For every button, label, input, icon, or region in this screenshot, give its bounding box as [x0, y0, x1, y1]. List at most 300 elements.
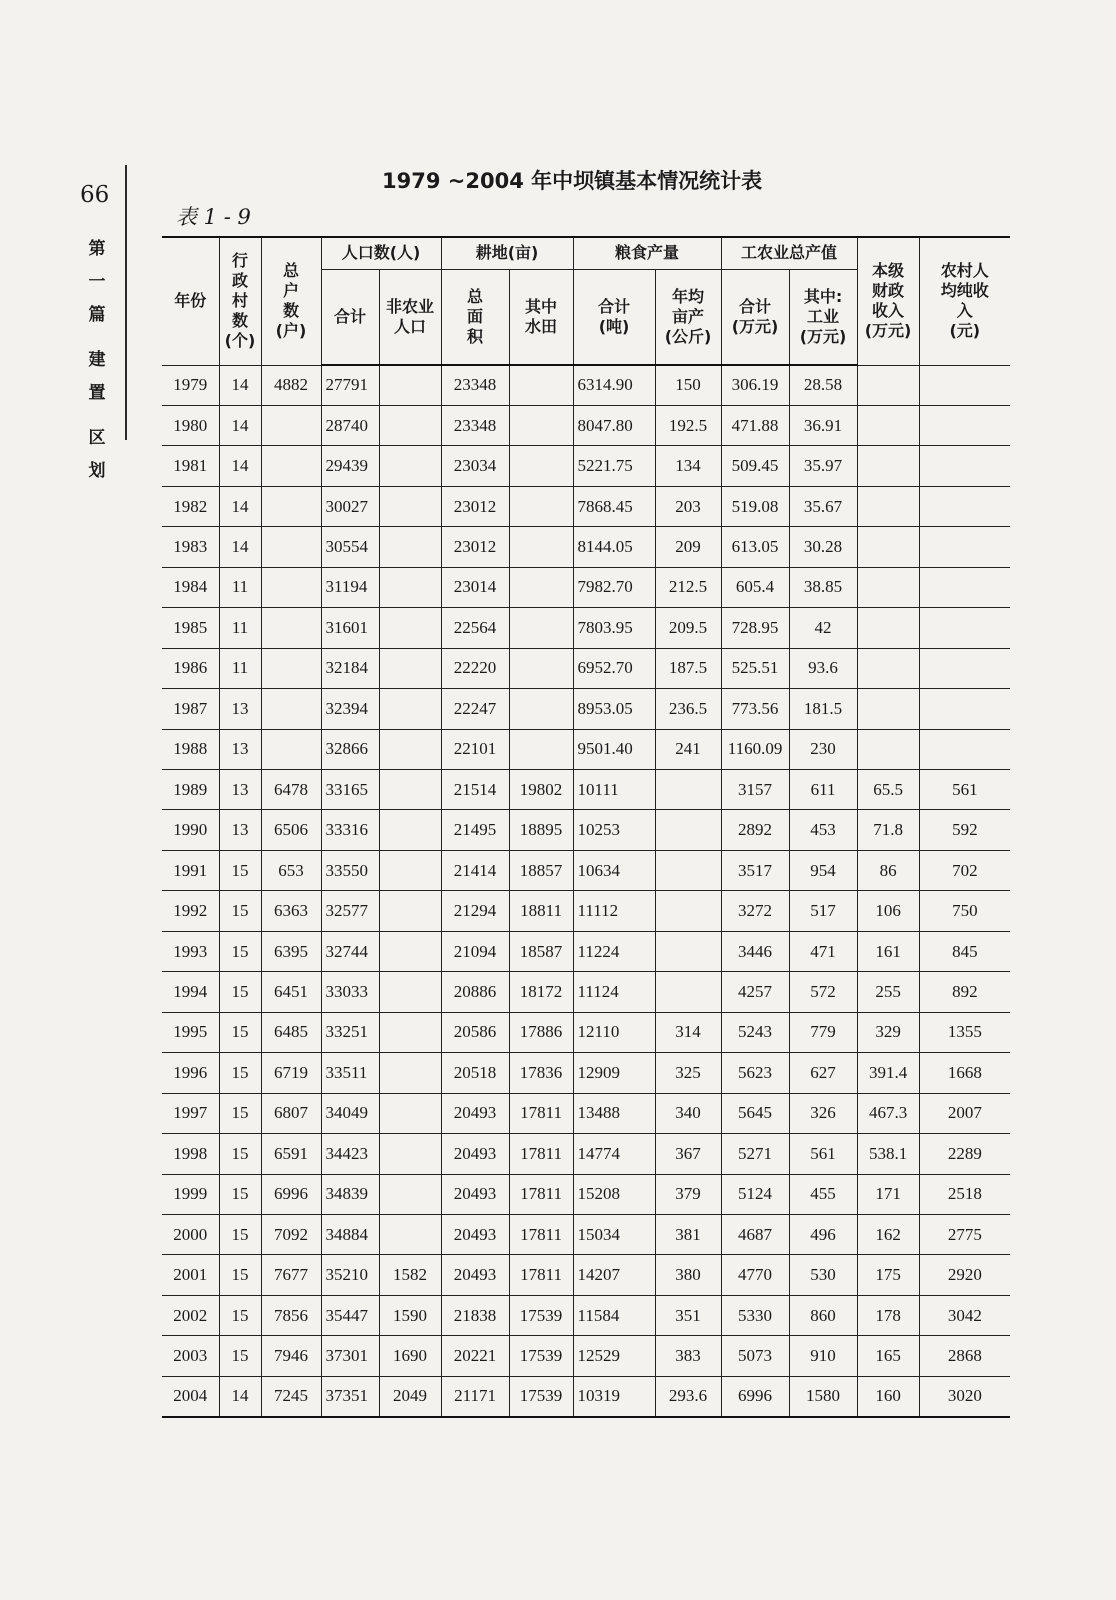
table-cell: 2775 — [919, 1215, 1010, 1255]
table-cell — [379, 810, 441, 850]
table-cell: 21171 — [441, 1376, 509, 1417]
table-cell: 314 — [655, 1012, 721, 1052]
table-cell: 14 — [219, 1376, 261, 1417]
table-cell: 42 — [789, 608, 857, 648]
table-cell: 21838 — [441, 1295, 509, 1335]
table-cell: 14 — [219, 365, 261, 405]
table-cell: 1668 — [919, 1053, 1010, 1093]
table-cell: 11112 — [573, 891, 655, 931]
table-cell: 6807 — [261, 1093, 321, 1133]
header-grain-total: 合计 (吨) — [573, 269, 655, 365]
table-cell: 255 — [857, 972, 919, 1012]
table-cell: 6451 — [261, 972, 321, 1012]
table-cell: 20518 — [441, 1053, 509, 1093]
table-cell — [509, 648, 573, 688]
table-cell: 3020 — [919, 1376, 1010, 1417]
table-cell: 2000 — [162, 1215, 219, 1255]
table-cell: 175 — [857, 1255, 919, 1295]
table-cell — [919, 405, 1010, 445]
table-row — [162, 1012, 1010, 1052]
table-cell — [919, 648, 1010, 688]
table-cell: 21414 — [441, 850, 509, 890]
table-cell: 9501.40 — [573, 729, 655, 769]
table-cell: 379 — [655, 1174, 721, 1214]
table-cell: 6395 — [261, 931, 321, 971]
table-cell: 36.91 — [789, 405, 857, 445]
table-cell: 7856 — [261, 1295, 321, 1335]
table-cell — [509, 405, 573, 445]
table-cell: 12909 — [573, 1053, 655, 1093]
table-cell: 230 — [789, 729, 857, 769]
header-year: 年份 — [162, 237, 219, 365]
table-cell: 3446 — [721, 931, 789, 971]
table-cell: 5330 — [721, 1295, 789, 1335]
table-cell: 32744 — [321, 931, 379, 971]
table-cell: 209.5 — [655, 608, 721, 648]
table-cell: 33511 — [321, 1053, 379, 1093]
table-cell: 93.6 — [789, 648, 857, 688]
table-cell — [379, 648, 441, 688]
table-cell: 4770 — [721, 1255, 789, 1295]
table-row — [162, 648, 1010, 688]
table-cell — [379, 1012, 441, 1052]
table-cell: 592 — [919, 810, 1010, 850]
table-cell: 236.5 — [655, 689, 721, 729]
table-cell — [857, 729, 919, 769]
table-cell — [261, 486, 321, 526]
header-output-group: 工农业总产值 — [721, 237, 857, 269]
table-cell: 11584 — [573, 1295, 655, 1335]
table-cell: 13 — [219, 810, 261, 850]
table-cell: 4257 — [721, 972, 789, 1012]
table-cell: 1988 — [162, 729, 219, 769]
table-cell: 33550 — [321, 850, 379, 890]
table-cell — [509, 729, 573, 769]
table-cell: 1355 — [919, 1012, 1010, 1052]
table-cell: 306.19 — [721, 365, 789, 405]
table-cell: 1995 — [162, 1012, 219, 1052]
table-cell: 605.4 — [721, 567, 789, 607]
table-cell: 3272 — [721, 891, 789, 931]
table-cell: 329 — [857, 1012, 919, 1052]
table-cell: 31194 — [321, 567, 379, 607]
table-cell: 326 — [789, 1093, 857, 1133]
table-cell: 5645 — [721, 1093, 789, 1133]
table-cell: 10634 — [573, 850, 655, 890]
table-cell — [919, 365, 1010, 405]
table-cell: 17836 — [509, 1053, 573, 1093]
table-cell: 1987 — [162, 689, 219, 729]
table-cell: 561 — [919, 770, 1010, 810]
table-cell: 6996 — [721, 1376, 789, 1417]
table-cell: 18811 — [509, 891, 573, 931]
table-cell: 17811 — [509, 1255, 573, 1295]
table-cell — [379, 729, 441, 769]
table-cell: 5124 — [721, 1174, 789, 1214]
table-cell: 21495 — [441, 810, 509, 850]
table-cell: 1985 — [162, 608, 219, 648]
side-title-char: 置 — [88, 383, 106, 403]
table-cell: 20493 — [441, 1134, 509, 1174]
table-cell — [919, 527, 1010, 567]
table-cell: 702 — [919, 850, 1010, 890]
table-cell: 517 — [789, 891, 857, 931]
table-cell: 34049 — [321, 1093, 379, 1133]
table-cell: 1690 — [379, 1336, 441, 1376]
table-cell: 29439 — [321, 446, 379, 486]
table-cell: 14 — [219, 405, 261, 445]
table-cell: 23034 — [441, 446, 509, 486]
table-cell: 23012 — [441, 527, 509, 567]
table-cell — [509, 527, 573, 567]
table-cell: 19802 — [509, 770, 573, 810]
table-cell: 86 — [857, 850, 919, 890]
table-cell: 13 — [219, 729, 261, 769]
table-cell: 910 — [789, 1336, 857, 1376]
table-cell: 20221 — [441, 1336, 509, 1376]
table-cell: 20586 — [441, 1012, 509, 1052]
table-row — [162, 729, 1010, 769]
table-cell — [509, 689, 573, 729]
table-cell — [857, 405, 919, 445]
table-row — [162, 405, 1010, 445]
table-cell — [379, 1093, 441, 1133]
table-cell: 65.5 — [857, 770, 919, 810]
table-cell: 178 — [857, 1295, 919, 1335]
table-cell: 1981 — [162, 446, 219, 486]
table-cell — [379, 405, 441, 445]
table-cell: 845 — [919, 931, 1010, 971]
table-cell — [379, 770, 441, 810]
table-cell: 5243 — [721, 1012, 789, 1052]
table-cell: 7092 — [261, 1215, 321, 1255]
table-cell: 538.1 — [857, 1134, 919, 1174]
table-label: 表 1 - 9 — [176, 205, 251, 229]
table-cell: 860 — [789, 1295, 857, 1335]
table-cell: 20493 — [441, 1174, 509, 1214]
table-cell: 1582 — [379, 1255, 441, 1295]
table-cell: 613.05 — [721, 527, 789, 567]
table-cell: 728.95 — [721, 608, 789, 648]
margin-rule — [125, 165, 127, 440]
table-cell: 2007 — [919, 1093, 1010, 1133]
table-row — [162, 365, 1010, 405]
table-cell: 15 — [219, 850, 261, 890]
table-cell: 15 — [219, 1053, 261, 1093]
table-cell — [379, 931, 441, 971]
table-cell: 1160.09 — [721, 729, 789, 769]
table-cell: 2920 — [919, 1255, 1010, 1295]
table-cell: 1999 — [162, 1174, 219, 1214]
table-cell: 892 — [919, 972, 1010, 1012]
table-cell: 1998 — [162, 1134, 219, 1174]
table-cell: 30027 — [321, 486, 379, 526]
table-cell: 22220 — [441, 648, 509, 688]
table-cell: 6591 — [261, 1134, 321, 1174]
table-cell: 106 — [857, 891, 919, 931]
table-cell: 509.45 — [721, 446, 789, 486]
table-header — [162, 237, 1010, 365]
table-cell: 6719 — [261, 1053, 321, 1093]
table-cell — [857, 527, 919, 567]
table-cell: 2002 — [162, 1295, 219, 1335]
table-cell: 34839 — [321, 1174, 379, 1214]
table-cell: 35.67 — [789, 486, 857, 526]
table-cell: 496 — [789, 1215, 857, 1255]
table-cell: 1980 — [162, 405, 219, 445]
table-row — [162, 1215, 1010, 1255]
table-cell: 17811 — [509, 1093, 573, 1133]
table-cell: 162 — [857, 1215, 919, 1255]
table-cell — [919, 689, 1010, 729]
table-row — [162, 1053, 1010, 1093]
table-cell: 34884 — [321, 1215, 379, 1255]
table-cell: 6506 — [261, 810, 321, 850]
table-cell: 7982.70 — [573, 567, 655, 607]
table-cell: 23014 — [441, 567, 509, 607]
table-cell: 1580 — [789, 1376, 857, 1417]
table-cell: 18587 — [509, 931, 573, 971]
table-cell — [857, 365, 919, 405]
table-cell: 33033 — [321, 972, 379, 1012]
table-cell: 8047.80 — [573, 405, 655, 445]
header-land-total: 总 面 积 — [441, 269, 509, 365]
table-cell: 471 — [789, 931, 857, 971]
table-cell: 17539 — [509, 1295, 573, 1335]
table-cell: 2004 — [162, 1376, 219, 1417]
table-cell: 293.6 — [655, 1376, 721, 1417]
header-output-industry: 其中: 工业 (万元) — [789, 269, 857, 365]
table-cell: 32184 — [321, 648, 379, 688]
table-cell — [919, 729, 1010, 769]
table-cell: 32394 — [321, 689, 379, 729]
table-cell: 7803.95 — [573, 608, 655, 648]
table-cell: 380 — [655, 1255, 721, 1295]
table-cell: 3517 — [721, 850, 789, 890]
table-cell: 1996 — [162, 1053, 219, 1093]
table-cell: 367 — [655, 1134, 721, 1174]
table-cell: 2289 — [919, 1134, 1010, 1174]
table-cell — [857, 486, 919, 526]
table-cell — [919, 567, 1010, 607]
table-cell: 21294 — [441, 891, 509, 931]
table-cell — [379, 850, 441, 890]
header-grain-group: 粮食产量 — [573, 237, 721, 269]
table-cell: 28740 — [321, 405, 379, 445]
table-cell — [655, 891, 721, 931]
table-row — [162, 1134, 1010, 1174]
table-cell: 160 — [857, 1376, 919, 1417]
table-cell: 203 — [655, 486, 721, 526]
table-row — [162, 1376, 1010, 1417]
table-cell: 1990 — [162, 810, 219, 850]
table-row — [162, 527, 1010, 567]
table-cell: 6952.70 — [573, 648, 655, 688]
table-cell — [379, 689, 441, 729]
table-cell: 15 — [219, 931, 261, 971]
table-cell: 2001 — [162, 1255, 219, 1295]
table-cell: 15 — [219, 1093, 261, 1133]
table-cell — [509, 365, 573, 405]
table-cell: 2003 — [162, 1336, 219, 1376]
table-cell: 27791 — [321, 365, 379, 405]
table-cell — [509, 446, 573, 486]
table-cell — [857, 446, 919, 486]
table-cell: 5221.75 — [573, 446, 655, 486]
table-cell: 20493 — [441, 1215, 509, 1255]
table-cell: 7677 — [261, 1255, 321, 1295]
table-cell: 1590 — [379, 1295, 441, 1335]
header-land-paddy: 其中 水田 — [509, 269, 573, 365]
table-cell: 15 — [219, 1295, 261, 1335]
table-cell: 35447 — [321, 1295, 379, 1335]
page-number: 66 — [80, 182, 110, 208]
side-title-char: 建 — [88, 350, 106, 370]
table-cell — [655, 810, 721, 850]
table-cell: 1982 — [162, 486, 219, 526]
table-cell — [857, 689, 919, 729]
table-cell: 467.3 — [857, 1093, 919, 1133]
table-cell: 20886 — [441, 972, 509, 1012]
table-cell: 1992 — [162, 891, 219, 931]
table-cell: 28.58 — [789, 365, 857, 405]
table-cell: 12529 — [573, 1336, 655, 1376]
table-cell — [261, 446, 321, 486]
table-cell: 15 — [219, 1174, 261, 1214]
table-cell: 773.56 — [721, 689, 789, 729]
table-cell — [655, 850, 721, 890]
table-cell: 1989 — [162, 770, 219, 810]
side-title-char: 第 — [88, 239, 106, 259]
table-cell: 340 — [655, 1093, 721, 1133]
table-cell: 14774 — [573, 1134, 655, 1174]
table-cell: 6314.90 — [573, 365, 655, 405]
table-cell: 10111 — [573, 770, 655, 810]
table-cell: 30.28 — [789, 527, 857, 567]
table-cell: 7946 — [261, 1336, 321, 1376]
table-cell: 561 — [789, 1134, 857, 1174]
table-cell: 611 — [789, 770, 857, 810]
table-cell: 1994 — [162, 972, 219, 1012]
table-cell: 383 — [655, 1336, 721, 1376]
table-cell: 13 — [219, 770, 261, 810]
header-villages: 行 政 村 数 (个) — [219, 237, 261, 365]
table-cell: 181.5 — [789, 689, 857, 729]
table-cell: 5271 — [721, 1134, 789, 1174]
table-row — [162, 1174, 1010, 1214]
table-cell: 2868 — [919, 1336, 1010, 1376]
table-cell — [655, 931, 721, 971]
table-cell — [919, 446, 1010, 486]
table-cell: 351 — [655, 1295, 721, 1335]
table-cell: 30554 — [321, 527, 379, 567]
table-cell: 750 — [919, 891, 1010, 931]
table-cell: 15 — [219, 1336, 261, 1376]
table-cell — [509, 567, 573, 607]
table-cell: 4882 — [261, 365, 321, 405]
table-cell: 12110 — [573, 1012, 655, 1052]
table-cell: 35.97 — [789, 446, 857, 486]
table-cell: 13 — [219, 689, 261, 729]
table-cell: 391.4 — [857, 1053, 919, 1093]
table-cell: 14207 — [573, 1255, 655, 1295]
table-cell: 653 — [261, 850, 321, 890]
table-cell: 209 — [655, 527, 721, 567]
table-cell: 6485 — [261, 1012, 321, 1052]
table-cell — [261, 527, 321, 567]
table-cell: 32866 — [321, 729, 379, 769]
table-row — [162, 1295, 1010, 1335]
table-cell — [857, 648, 919, 688]
table-cell: 4687 — [721, 1215, 789, 1255]
table-row — [162, 972, 1010, 1012]
table-cell: 17539 — [509, 1376, 573, 1417]
table-cell: 519.08 — [721, 486, 789, 526]
table-cell: 471.88 — [721, 405, 789, 445]
header-revenue: 本级 财政 收入 (万元) — [857, 237, 919, 365]
table-row — [162, 931, 1010, 971]
table-cell: 14 — [219, 446, 261, 486]
table-cell — [261, 648, 321, 688]
table-cell — [379, 365, 441, 405]
table-cell: 23348 — [441, 365, 509, 405]
table-cell: 6996 — [261, 1174, 321, 1214]
table-cell: 1991 — [162, 850, 219, 890]
table-cell: 14 — [219, 486, 261, 526]
table-cell — [261, 689, 321, 729]
table-cell: 241 — [655, 729, 721, 769]
table-cell: 11124 — [573, 972, 655, 1012]
table-cell: 17886 — [509, 1012, 573, 1052]
table-cell: 1986 — [162, 648, 219, 688]
table-row — [162, 446, 1010, 486]
table-cell: 11 — [219, 648, 261, 688]
table-cell: 33165 — [321, 770, 379, 810]
table-cell — [379, 486, 441, 526]
table-cell: 34423 — [321, 1134, 379, 1174]
header-population-group: 人口数(人) — [321, 237, 441, 269]
table-cell: 627 — [789, 1053, 857, 1093]
side-title-char: 区 — [88, 428, 106, 448]
table-row — [162, 1255, 1010, 1295]
table-cell: 530 — [789, 1255, 857, 1295]
table-cell: 1983 — [162, 527, 219, 567]
header-income: 农村人 均纯收 入 (元) — [919, 237, 1010, 365]
table-cell: 165 — [857, 1336, 919, 1376]
table-cell: 31601 — [321, 608, 379, 648]
table-cell — [379, 1174, 441, 1214]
chapter-side-title — [84, 238, 110, 493]
table-cell: 15 — [219, 1255, 261, 1295]
table-cell: 455 — [789, 1174, 857, 1214]
table-cell: 18895 — [509, 810, 573, 850]
table-cell: 5623 — [721, 1053, 789, 1093]
table-row — [162, 810, 1010, 850]
table-cell: 779 — [789, 1012, 857, 1052]
table-cell: 3157 — [721, 770, 789, 810]
table-cell: 3042 — [919, 1295, 1010, 1335]
table-cell: 15 — [219, 972, 261, 1012]
table-cell: 21514 — [441, 770, 509, 810]
table-cell: 15 — [219, 1215, 261, 1255]
table-cell: 15 — [219, 891, 261, 931]
table-cell: 17539 — [509, 1336, 573, 1376]
header-farmland-group: 耕地(亩) — [441, 237, 573, 269]
table-cell: 33251 — [321, 1012, 379, 1052]
table-cell: 150 — [655, 365, 721, 405]
table-cell: 13488 — [573, 1093, 655, 1133]
table-cell — [379, 446, 441, 486]
